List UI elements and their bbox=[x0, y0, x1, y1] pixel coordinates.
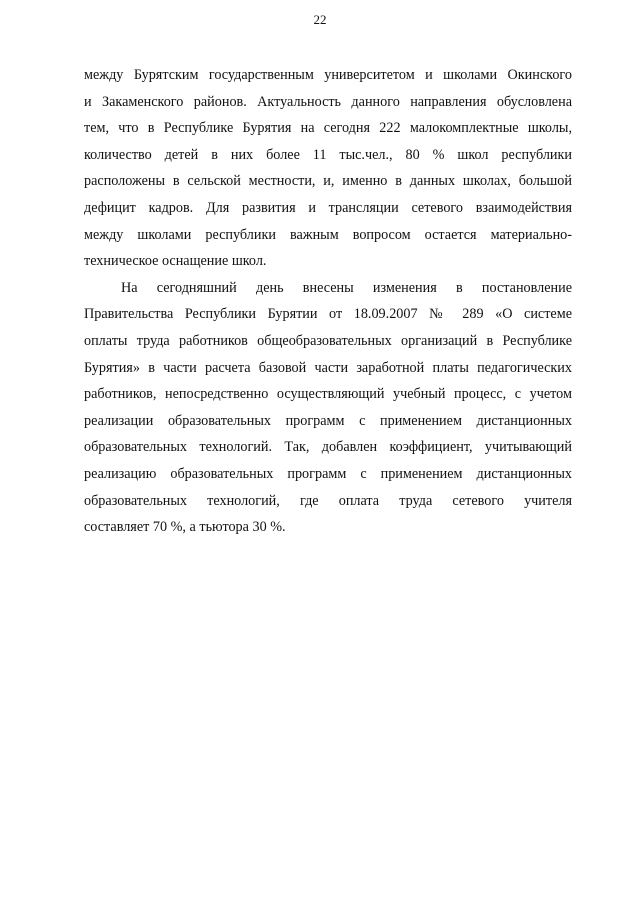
page-number: 22 bbox=[313, 12, 327, 27]
text-line: Правительства Республики Бурятии от 18.09.2007 № 289 «О системе bbox=[84, 306, 572, 323]
text-line: реализацию образовательных программ с применением дистанционных bbox=[84, 465, 572, 482]
paragraph bbox=[84, 62, 572, 275]
text-line: реализации образовательных программ с применением дистанционных bbox=[84, 412, 572, 429]
text-line: На сегодняшний день внесены изменения в постановление bbox=[121, 279, 572, 296]
paragraph bbox=[84, 275, 572, 541]
text-line: тем, что в Республике Бурятия на сегодня 222 малокомплектные школы, bbox=[84, 120, 572, 137]
text-line: техническое оснащение школ. bbox=[84, 253, 267, 270]
text-line: образовательных технологий, где оплата труда сетевого учителя bbox=[84, 492, 572, 509]
text-line: между Бурятским государственным университетом и школами Окинского bbox=[84, 67, 572, 83]
text-line: образовательных технологий. Так, добавлен коэффициент, учитывающий bbox=[84, 439, 572, 456]
text-line: Бурятия» в части расчета базовой части заработной платы педагогических bbox=[84, 359, 572, 376]
text-line: количество детей в них более 11 тыс.чел., 80 % школ республики bbox=[84, 146, 572, 163]
text-line: расположены в сельской местности, и, именно в данных школах, большой bbox=[84, 173, 572, 190]
text-line: между школами республики важным вопросом остается материально- bbox=[84, 226, 572, 243]
text-line: дефицит кадров. Для развития и трансляции сетевого взаимодействия bbox=[84, 199, 572, 216]
text-line: и Закаменского районов. Актуальность данного направления обусловлена bbox=[84, 93, 572, 110]
text-line: оплаты труда работников общеобразовательных организаций в Республике bbox=[84, 332, 572, 349]
document-body bbox=[84, 62, 572, 541]
text-line: составляет 70 %, а тьютора 30 %. bbox=[84, 519, 286, 536]
text-line: работников, непосредственно осуществляющий учебный процесс, с учетом bbox=[84, 386, 572, 403]
